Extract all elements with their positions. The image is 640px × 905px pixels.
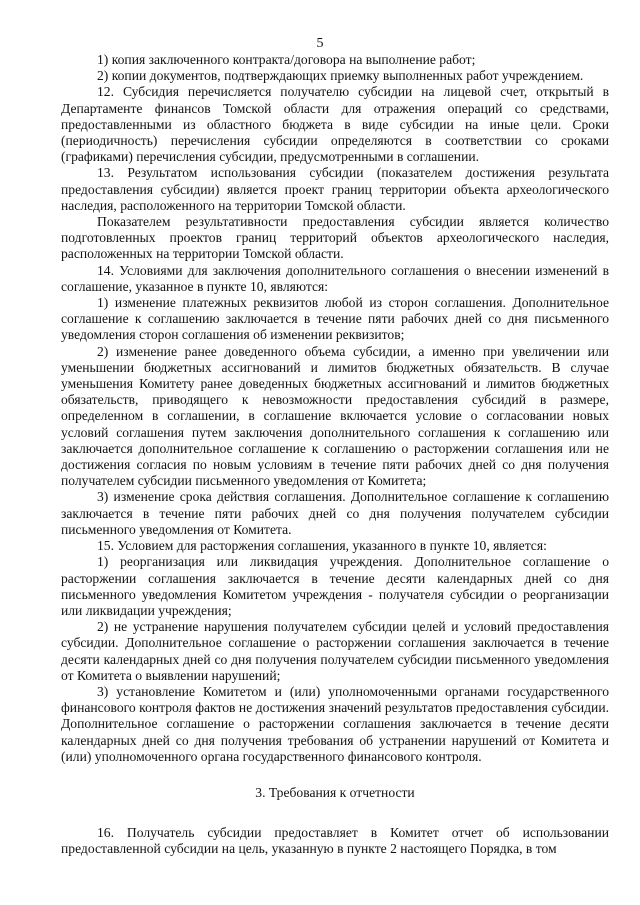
clause-15-item-2: 2) не устранение нарушения получателем субсидии целей и условий предоставления субсидии. Дополнительное соглашение о расторжении соглашения заключается в течение десяти календарных дней со дня получения получателем субсидии письменного уведомления от Комитета о выявлении нарушений; [61, 619, 609, 683]
list-item-acceptance-docs: 2) копии документов, подтверждающих приемку выполненных работ учреждением. [97, 68, 584, 84]
clause-13: 13. Результатом использования субсидии (показателем достижения результата предоставления субсидии) является проект границ территории объекта археологического наследия, расположенного на территории Томской области. [61, 165, 609, 213]
clause-14: 14. Условиями для заключения дополнительного соглашения о внесении изменений в соглашение, указанное в пункте 10, являются: [61, 262, 609, 294]
section-heading: 3. Требования к отчетности [255, 784, 415, 800]
clause-14-item-3: 3) изменение срока действия соглашения. Дополнительное соглашение к соглашению заключается в течение пяти рабочих дней со дня получения получателем субсидии письменного уведомления от Комитета. [61, 489, 609, 537]
page-number: 5 [316, 36, 324, 51]
clause-12: 12. Субсидия перечисляется получателю субсидии на лицевой счет, открытый в Департаменте финансов Томской области для отражения операций со средствами, предоставленными из областного бюджета в виде субсидии на иные цели. Сроки (периодичность) перечисления субсидии определяются в соответствии со сроками (графиками) перечисления субсидии, предусмотренными в соглашении. [61, 84, 609, 165]
list-item-contract-copy: 1) копия заключенного контракта/договора на выполнение работ; [97, 52, 476, 67]
clause-16: 16. Получатель субсидии предоставляет в Комитет отчет об использовании предоставленной субсидии на цель, указанную в пункте 2 настоящего Порядка, в том [61, 825, 609, 857]
clause-14-item-1: 1) изменение платежных реквизитов любой из сторон соглашения. Дополнительное соглашение к соглашению заключается в течение пяти рабочих дней со дня письменного уведомления сторон соглашения об изменении реквизитов; [61, 295, 609, 343]
clause-15-item-3: 3) установление Комитетом и (или) уполномоченными органами государственного финансового контроля фактов не достижения значений результатов предоставления субсидии. Дополнительное соглашение о расторжении соглашения заключается в течение десяти календарных дней со дня получения требования об устранении нарушений от Комитета и (или) уполномоченного органа государственного финансового контроля. [61, 683, 609, 764]
clause-15-item-1: 1) реорганизация или ликвидация учреждения. Дополнительное соглашение о расторжении соглашения заключается в течение десяти календарных дней со дня письменного уведомления Комитетом учреждения - получателя субсидии о реорганизации или ликвидации учреждения; [61, 554, 609, 618]
clause-15: 15. Условием для расторжения соглашения, указанного в пункте 10, является: [97, 538, 547, 554]
document-body [61, 52, 609, 858]
clause-14-item-2: 2) изменение ранее доведенного объема субсидии, а именно при увеличении или уменьшении бюджетных ассигнований и лимитов бюджетных обязательств. В случае уменьшения Комитету ранее доведенных бюджетных ассигнований и лимитов бюджетных обязательств, приводящего к невозможности предоставления субсидий в размере, определенном в соглашении, в соглашение включается условие о согласовании новых условий соглашения путем заключения дополнительного соглашения к соглашению или заключается дополнительное соглашение к соглашению о расторжении соглашения или не достижения согласия по новым условиям в течение пяти рабочих дней со дня получения получателем субсидии письменного уведомления от Комитета; [61, 343, 609, 489]
performance-indicator-paragraph: Показателем результативности предоставления субсидии является количество подготовленных проектов границ территорий объектов археологического наследия, расположенных на территории Томской области. [61, 214, 609, 262]
